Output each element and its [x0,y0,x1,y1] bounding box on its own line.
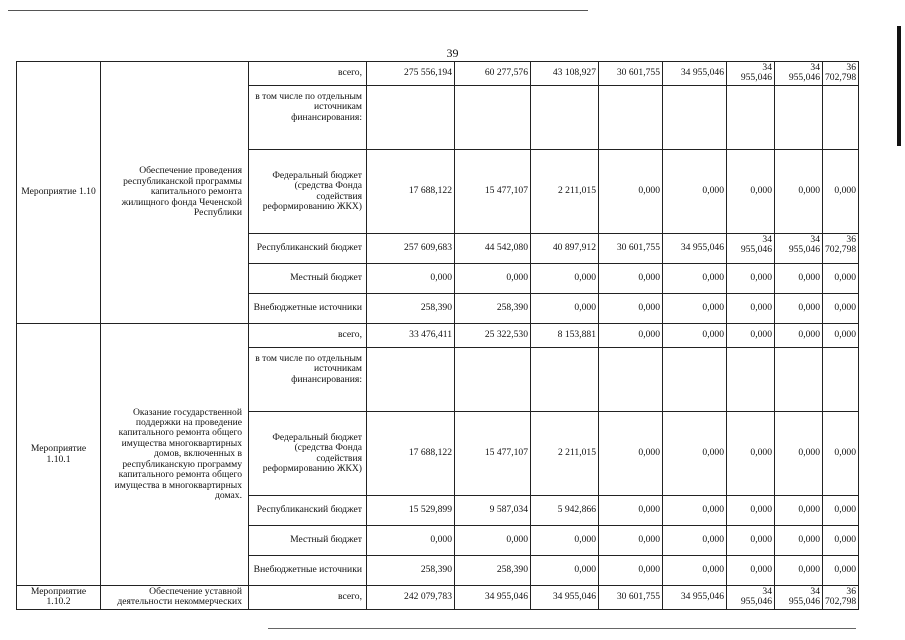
source-cell: Федеральный бюджет (средства Фонда содействия реформированию ЖКХ) [249,150,367,234]
value-cell: 36 702,798 [823,586,859,610]
value-cell: 0,000 [599,526,663,556]
value-cell: 34 955,046 [455,586,531,610]
source-cell: всего, [249,324,367,348]
value-cell: 40 897,912 [531,234,599,264]
value-cell: 0,000 [663,294,727,324]
source-cell: Местный бюджет [249,264,367,294]
description-cell: Обеспечение уставной деятельности некоммерческих [101,586,249,610]
value-cell: 0,000 [531,556,599,586]
value-cell: 0,000 [775,412,823,496]
value-cell: 15 477,107 [455,150,531,234]
value-cell: 0,000 [727,150,775,234]
value-cell: 0,000 [823,294,859,324]
value-cell [531,348,599,412]
value-cell: 8 153,881 [531,324,599,348]
scan-edge-mark [897,26,901,146]
value-cell: 34 955,046 [775,586,823,610]
table-body [17,62,859,610]
value-cell: 0,000 [599,324,663,348]
value-cell: 0,000 [455,526,531,556]
value-cell: 0,000 [775,496,823,526]
value-cell: 0,000 [367,526,455,556]
source-cell: Федеральный бюджет (средства Фонда содействия реформированию ЖКХ) [249,412,367,496]
value-cell: 0,000 [663,324,727,348]
value-cell: 0,000 [663,412,727,496]
measure-cell: Мероприятие 1.10.2 [17,586,101,610]
value-cell: 0,000 [727,412,775,496]
value-cell: 0,000 [775,324,823,348]
value-cell: 0,000 [599,556,663,586]
value-cell [727,86,775,150]
value-cell: 0,000 [775,294,823,324]
value-cell: 17 688,122 [367,150,455,234]
value-cell: 44 542,080 [455,234,531,264]
value-cell: 0,000 [455,264,531,294]
value-cell [531,86,599,150]
value-cell: 15 529,899 [367,496,455,526]
measure-cell: Мероприятие 1.10 [17,62,101,324]
source-cell: Республиканский бюджет [249,234,367,264]
value-cell: 43 108,927 [531,62,599,86]
value-cell: 258,390 [455,556,531,586]
value-cell: 34 955,046 [727,62,775,86]
value-cell [775,86,823,150]
source-cell: в том числе по отдельным источникам финансирования: [249,348,367,412]
value-cell: 0,000 [663,150,727,234]
value-cell [727,348,775,412]
value-cell: 30 601,755 [599,234,663,264]
value-cell: 0,000 [531,294,599,324]
value-cell: 0,000 [599,412,663,496]
value-cell [823,86,859,150]
value-cell [775,348,823,412]
value-cell [599,86,663,150]
value-cell: 257 609,683 [367,234,455,264]
value-cell: 0,000 [663,526,727,556]
description-cell: Обеспечение проведения республиканской программы капитального ремонта жилищного фонда Чеченской Республики [101,62,249,324]
value-cell: 36 702,798 [823,62,859,86]
source-cell: Местный бюджет [249,526,367,556]
value-cell: 2 211,015 [531,150,599,234]
source-cell: всего, [249,586,367,610]
value-cell: 33 476,411 [367,324,455,348]
value-cell: 0,000 [823,264,859,294]
value-cell: 36 702,798 [823,234,859,264]
value-cell [455,86,531,150]
value-cell: 0,000 [727,294,775,324]
page-number: 39 [446,46,459,60]
value-cell: 0,000 [663,556,727,586]
value-cell: 275 556,194 [367,62,455,86]
value-cell: 0,000 [531,526,599,556]
value-cell: 0,000 [823,150,859,234]
value-cell: 34 955,046 [727,586,775,610]
value-cell: 17 688,122 [367,412,455,496]
value-cell: 0,000 [823,496,859,526]
source-cell: Республиканский бюджет [249,496,367,526]
value-cell: 34 955,046 [727,234,775,264]
value-cell: 0,000 [531,264,599,294]
value-cell: 0,000 [775,150,823,234]
top-scan-line [8,10,588,11]
value-cell: 34 955,046 [663,234,727,264]
value-cell: 0,000 [599,150,663,234]
value-cell: 0,000 [727,496,775,526]
table-row [17,586,859,610]
financing-table [16,61,859,610]
value-cell [367,86,455,150]
value-cell: 242 079,783 [367,586,455,610]
value-cell: 0,000 [727,324,775,348]
table-row [17,62,859,86]
value-cell: 0,000 [823,526,859,556]
value-cell: 34 955,046 [775,234,823,264]
value-cell: 0,000 [727,264,775,294]
source-cell: в том числе по отдельным источникам финансирования: [249,86,367,150]
value-cell [367,348,455,412]
value-cell: 0,000 [599,496,663,526]
value-cell: 258,390 [455,294,531,324]
value-cell: 0,000 [727,556,775,586]
value-cell: 0,000 [727,526,775,556]
value-cell: 0,000 [823,412,859,496]
measure-cell: Мероприятие 1.10.1 [17,324,101,586]
value-cell: 0,000 [775,556,823,586]
description-cell: Оказание государственной поддержки на проведение капитального ремонта общего имущества многоквартирных домов, включенных в республиканскую программу капитального ремонта общего имущества в многоквартирных домах. [101,324,249,586]
value-cell: 5 942,866 [531,496,599,526]
value-cell: 15 477,107 [455,412,531,496]
value-cell: 30 601,755 [599,586,663,610]
value-cell [663,348,727,412]
value-cell: 0,000 [599,294,663,324]
value-cell [455,348,531,412]
value-cell: 9 587,034 [455,496,531,526]
value-cell: 0,000 [823,324,859,348]
value-cell: 60 277,576 [455,62,531,86]
value-cell: 34 955,046 [775,62,823,86]
value-cell: 0,000 [823,556,859,586]
value-cell [663,86,727,150]
value-cell: 34 955,046 [531,586,599,610]
value-cell: 30 601,755 [599,62,663,86]
value-cell [599,348,663,412]
source-cell: Внебюджетные источники [249,556,367,586]
value-cell: 0,000 [367,264,455,294]
value-cell: 34 955,046 [663,586,727,610]
value-cell: 0,000 [599,264,663,294]
value-cell: 25 322,530 [455,324,531,348]
value-cell: 0,000 [775,526,823,556]
value-cell: 258,390 [367,294,455,324]
bottom-scan-line [268,628,856,629]
value-cell: 2 211,015 [531,412,599,496]
value-cell: 0,000 [775,264,823,294]
value-cell: 258,390 [367,556,455,586]
value-cell: 34 955,046 [663,62,727,86]
value-cell: 0,000 [663,264,727,294]
source-cell: Внебюджетные источники [249,294,367,324]
value-cell: 0,000 [663,496,727,526]
table-row [17,324,859,348]
value-cell [823,348,859,412]
source-cell: всего, [249,62,367,86]
